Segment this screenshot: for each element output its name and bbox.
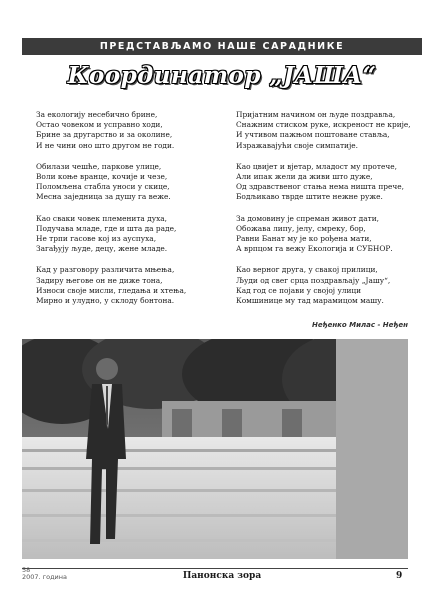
stanza xyxy=(36,214,231,255)
poem-line: И не чини оно што другом не годи. xyxy=(36,140,175,150)
poem-line: За домовину је спреман живот дати, xyxy=(236,213,379,223)
poem-line: Мирно и улудно, у склоду бонтона. xyxy=(36,296,175,306)
stanza xyxy=(36,162,231,203)
poem-line: Месна заједница за душу га веже. xyxy=(36,192,171,202)
poem-line: Бодљикаво тврде штите нежне руже. xyxy=(236,192,383,202)
poem-line: Не трпи гасове кој из ауспуха, xyxy=(36,234,157,244)
stanza xyxy=(36,110,231,151)
poem-line: Поломљена стабла уноси у скице, xyxy=(36,182,170,192)
poem-line: Равни Банат му је ко рођена мати, xyxy=(236,234,372,244)
poem-line: Комшинице му тад марамицом машу. xyxy=(236,296,384,306)
poem-line: Као сваки човек племенита духа, xyxy=(36,213,167,223)
poem-line: Као цвијет и вјетар, младост му протече, xyxy=(236,161,397,171)
issue-number: 58 xyxy=(22,566,31,574)
poem-line: Од здравственог стања нема ништа прече, xyxy=(236,182,404,192)
poem-line: И учтивом пажњом поштоване ставља, xyxy=(236,130,390,140)
stanza xyxy=(236,162,431,203)
poem-line: Обилази чешће, паркове улице, xyxy=(36,161,162,171)
poem-line: Брине за другарство и за околине, xyxy=(36,130,173,140)
poem-line: Остао човеком и усправно ходи, xyxy=(36,120,163,130)
section-banner: ПРЕДСТАВЉАМО НАШЕ САРАДНИКЕ xyxy=(22,38,422,55)
poem-line: Подучава младе, где и шта да раде, xyxy=(36,223,177,233)
photo-side-panel xyxy=(336,339,408,559)
poem-line: Кад год се појави у својој улици xyxy=(236,285,362,295)
poem-line: Људи од свег срца поздрављају „Јашу“, xyxy=(236,275,391,285)
poem-line: Воли коње вранце, кочије и чезе, xyxy=(36,172,168,182)
stanza xyxy=(236,110,431,151)
issue-year: 2007. година xyxy=(22,573,68,581)
poem-right-column xyxy=(236,110,431,317)
poem-line: Али ипак жели да живи што дуже, xyxy=(236,172,373,182)
poem-line: Износи своје мисли, гледања и хтења, xyxy=(36,285,187,295)
poem-line: Снажним стиском руке, искреност не крије, xyxy=(236,120,411,130)
article-title: Координатор „ЈАША“ xyxy=(67,62,377,89)
poem-line: Задиру његове он не диже тона, xyxy=(36,275,163,285)
footer-divider xyxy=(22,568,408,569)
stanza xyxy=(36,265,231,306)
stanza xyxy=(236,214,431,255)
poem-line: Као верног друга, у свакој прилици, xyxy=(236,265,378,275)
page-number: 9 xyxy=(396,571,403,581)
poem-line: Пријатним начином он људе поздравља, xyxy=(236,110,396,119)
author-signature: Неђенко Милас - Неђен xyxy=(311,321,408,329)
poem-line: Обожава липу, јелу, смреку, бор, xyxy=(236,223,366,233)
poem-line: А врпцом га вежу Екологија и СУБНОР. xyxy=(236,244,393,254)
poem-line: Загађују људе, децу, жене младе. xyxy=(36,244,168,254)
magazine-name: Панонска зора xyxy=(182,571,262,581)
stanza xyxy=(236,265,431,306)
poem-line: Кад у разговору различита мњења, xyxy=(36,265,175,275)
poem-left-column xyxy=(36,110,231,317)
poem-line: Изражавајући своје симпатије. xyxy=(236,140,358,150)
poem-line: За екологију несебично брине, xyxy=(36,110,158,119)
